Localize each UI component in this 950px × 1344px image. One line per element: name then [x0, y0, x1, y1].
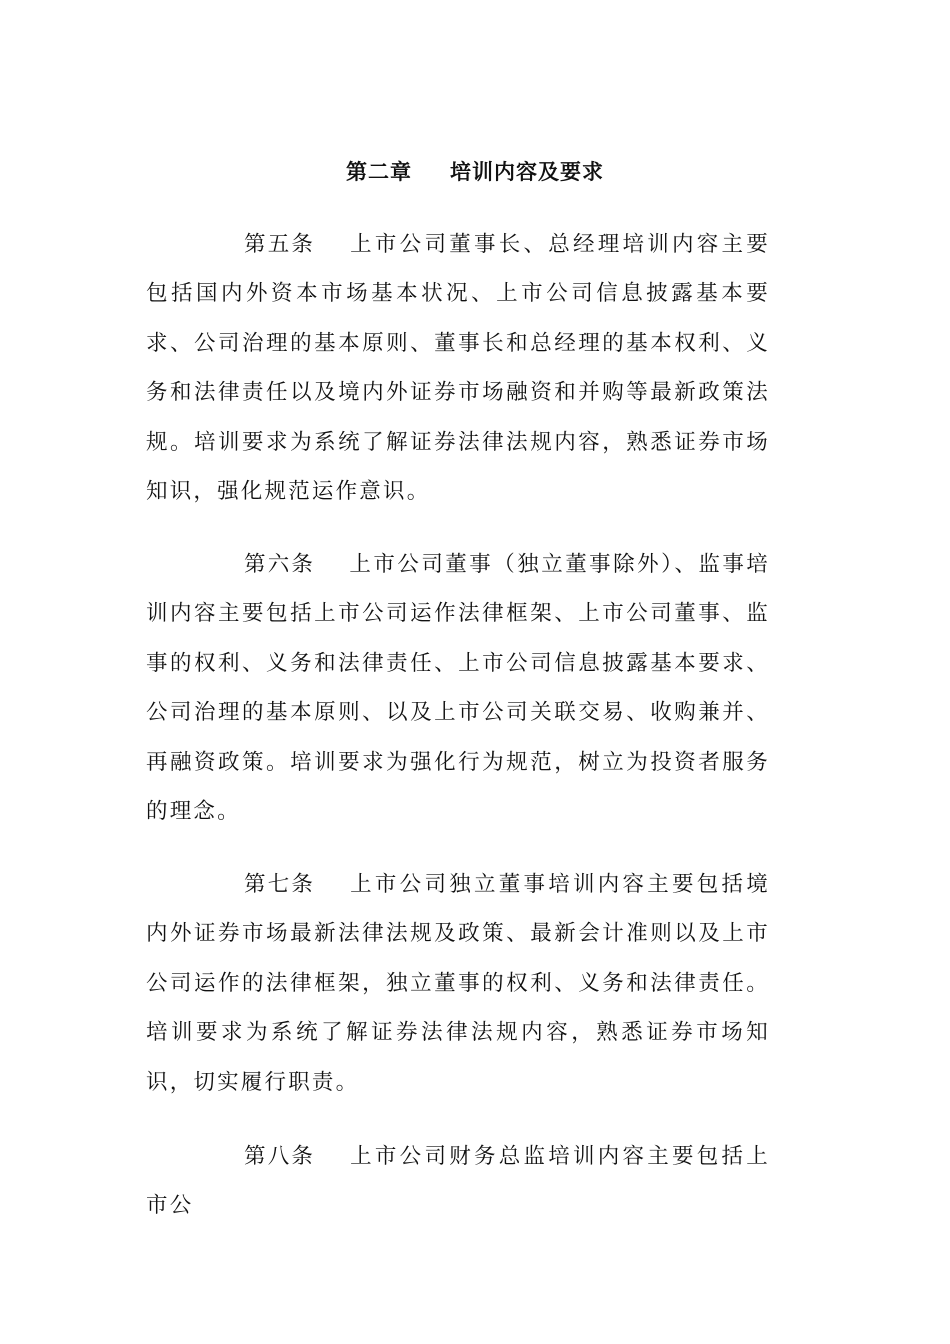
chapter-number: 第二章	[346, 160, 412, 184]
article-number: 第七条	[244, 872, 316, 897]
article-6	[146, 540, 770, 836]
article-5	[146, 220, 770, 516]
article-text: 上市公司财务总监培训内容主要包括上市公	[146, 1144, 770, 1219]
article-text: 上市公司董事长、总经理培训内容主要包括国内外资本市场基本状况、上市公司信息披露基本要求、公司治理的基本原则、董事长和总经理的基本权利、义务和法律责任以及境内外证券市场融资和并购等最新政策法规。培训要求为系统了解证券法律法规内容，熟悉证券市场知识，强化规范运作意识。	[146, 232, 770, 505]
article-text: 上市公司独立董事培训内容主要包括境内外证券市场最新法律法规及政策、最新会计准则以及上市公司运作的法律框架，独立董事的权利、义务和法律责任。培训要求为系统了解证券法律法规内容，熟悉证券市场知识，切实履行职责。	[146, 872, 770, 1095]
article-text: 上市公司董事（独立董事除外）、监事培训内容主要包括上市公司运作法律框架、上市公司董事、监事的权利、义务和法律责任、上市公司信息披露基本要求、公司治理的基本原则、以及上市公司关联交易、收购兼并、再融资政策。培训要求为强化行为规范，树立为投资者服务的理念。	[146, 552, 770, 825]
article-number: 第六条	[244, 552, 316, 577]
article-number: 第五条	[244, 232, 316, 257]
article-8	[146, 1132, 770, 1231]
article-number: 第八条	[244, 1144, 316, 1169]
chapter-heading	[0, 152, 950, 192]
article-7	[146, 860, 770, 1107]
chapter-title: 培训内容及要求	[450, 160, 604, 184]
